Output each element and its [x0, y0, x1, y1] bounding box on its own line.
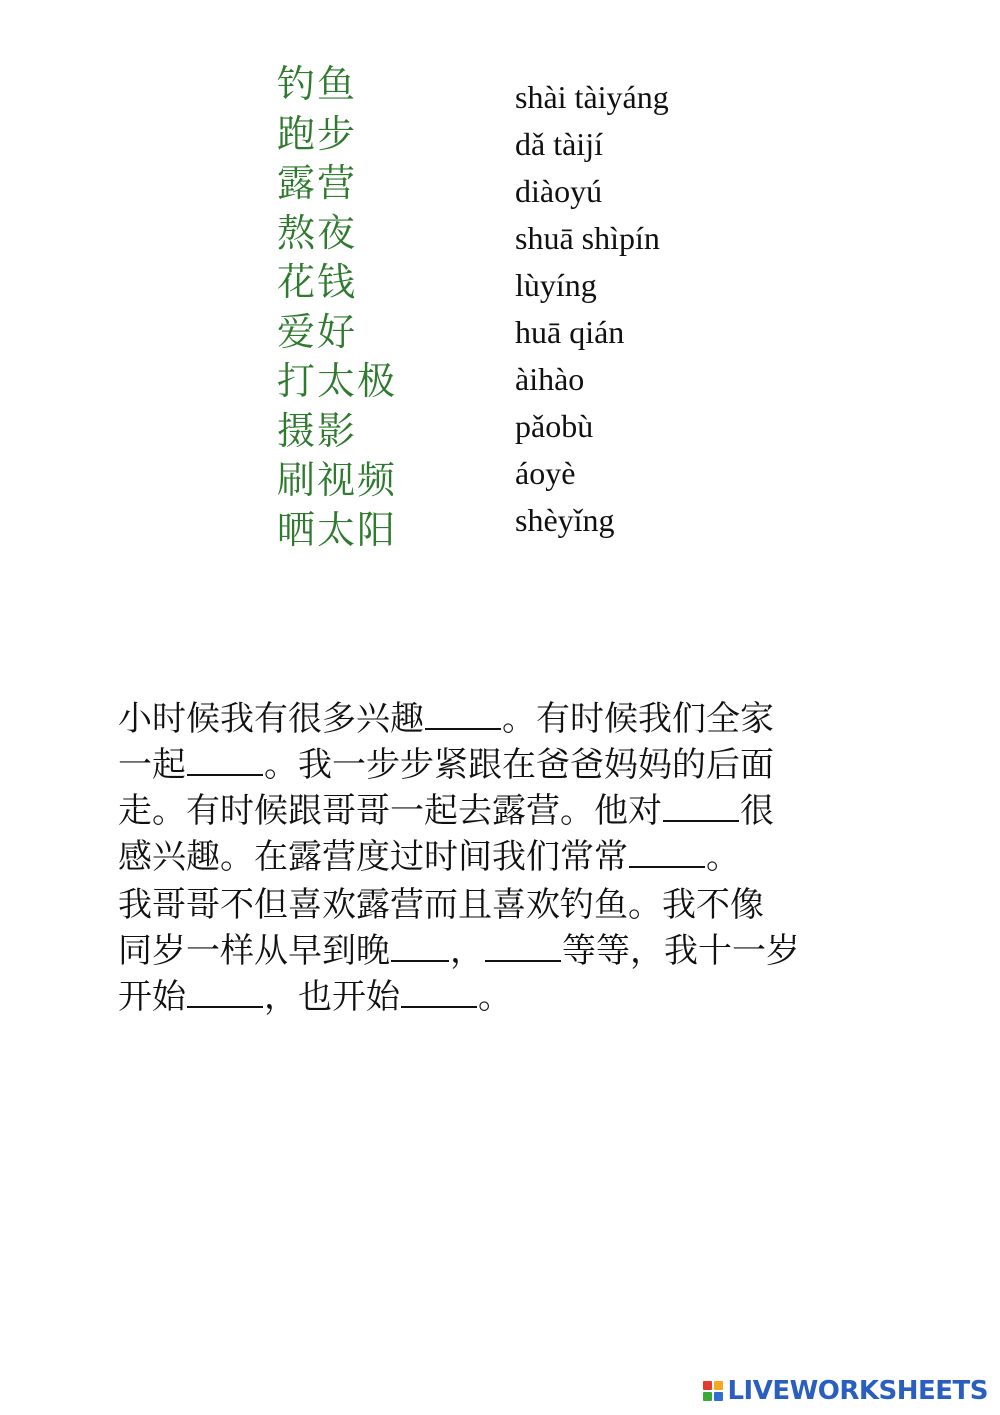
passage-line	[118, 742, 878, 788]
answer-blank[interactable]	[187, 1005, 263, 1008]
answer-blank[interactable]	[425, 727, 501, 730]
pinyin-word: àihào	[515, 361, 585, 397]
passage-text: 我哥哥不但喜欢露营而且喜欢钓鱼。我不像	[118, 885, 764, 925]
hanzi-word: 熬夜	[277, 210, 358, 255]
pinyin-word: shài tàiyáng	[515, 79, 669, 115]
answer-blank[interactable]	[187, 773, 263, 776]
passage-text: 一起	[118, 745, 186, 785]
logo-square	[714, 1392, 723, 1401]
passage-line	[118, 696, 878, 742]
passage-line	[118, 834, 878, 880]
passage-line	[118, 882, 878, 928]
hanzi-word: 花钱	[277, 260, 358, 304]
liveworksheets-logo	[703, 1376, 988, 1406]
hanzi-word: 刷视频	[277, 458, 398, 502]
logo-square	[714, 1381, 723, 1390]
passage-line	[118, 788, 878, 834]
passage-text: 。有时候我们全家	[502, 699, 774, 739]
hanzi-word-list	[277, 60, 397, 555]
hanzi-word: 摄影	[277, 408, 358, 453]
passage-text: ，也开始	[264, 977, 400, 1017]
pinyin-word-list	[515, 74, 669, 544]
passage-text: 走。有时候跟哥哥一起去露营。他对	[118, 791, 662, 831]
passage-text: 。	[478, 977, 512, 1017]
answer-blank[interactable]	[391, 959, 449, 962]
passage-line	[118, 928, 878, 974]
passage-text: 同岁一样从早到晚	[118, 931, 390, 971]
pinyin-word: lùyíng	[515, 267, 597, 303]
pinyin-word: huā qián	[515, 314, 625, 350]
passage-text: 。我一步步紧跟在爸爸妈妈的后面	[264, 745, 774, 785]
hanzi-word: 爱好	[277, 309, 358, 354]
pinyin-word: diàoyú	[515, 173, 603, 209]
pinyin-word: áoyè	[515, 455, 576, 491]
passage-text: ，	[450, 931, 484, 971]
passage-text: 。	[706, 837, 740, 877]
hanzi-word: 打太极	[277, 359, 398, 403]
fill-in-passage	[118, 696, 878, 1020]
answer-blank[interactable]	[401, 1005, 477, 1008]
pinyin-word: shèyǐng	[515, 502, 615, 538]
passage-text: 等等，我十一岁	[562, 931, 800, 971]
logo-wordmark: LIVEWORKSHEETS	[727, 1376, 988, 1406]
passage-text: 小时候我有很多兴趣	[118, 699, 424, 739]
hanzi-word: 晒太阳	[277, 507, 398, 552]
passage-text: 开始	[118, 977, 186, 1017]
answer-blank[interactable]	[485, 959, 561, 962]
passage-text: 很	[740, 791, 774, 831]
hanzi-word: 钓鱼	[277, 62, 358, 106]
passage-text: 感兴趣。在露营度过时间我们常常	[118, 837, 628, 877]
hanzi-word: 露营	[277, 161, 358, 205]
logo-square	[703, 1381, 712, 1390]
pinyin-word: pǎobù	[515, 408, 594, 444]
passage-line	[118, 974, 878, 1020]
pinyin-word: dǎ tàijí	[515, 126, 603, 162]
pinyin-word: shuā shìpín	[515, 220, 660, 256]
logo-mark-icon	[703, 1381, 723, 1401]
hanzi-word: 跑步	[277, 111, 358, 156]
logo-square	[703, 1392, 712, 1401]
answer-blank[interactable]	[629, 865, 705, 868]
answer-blank[interactable]	[663, 819, 739, 822]
